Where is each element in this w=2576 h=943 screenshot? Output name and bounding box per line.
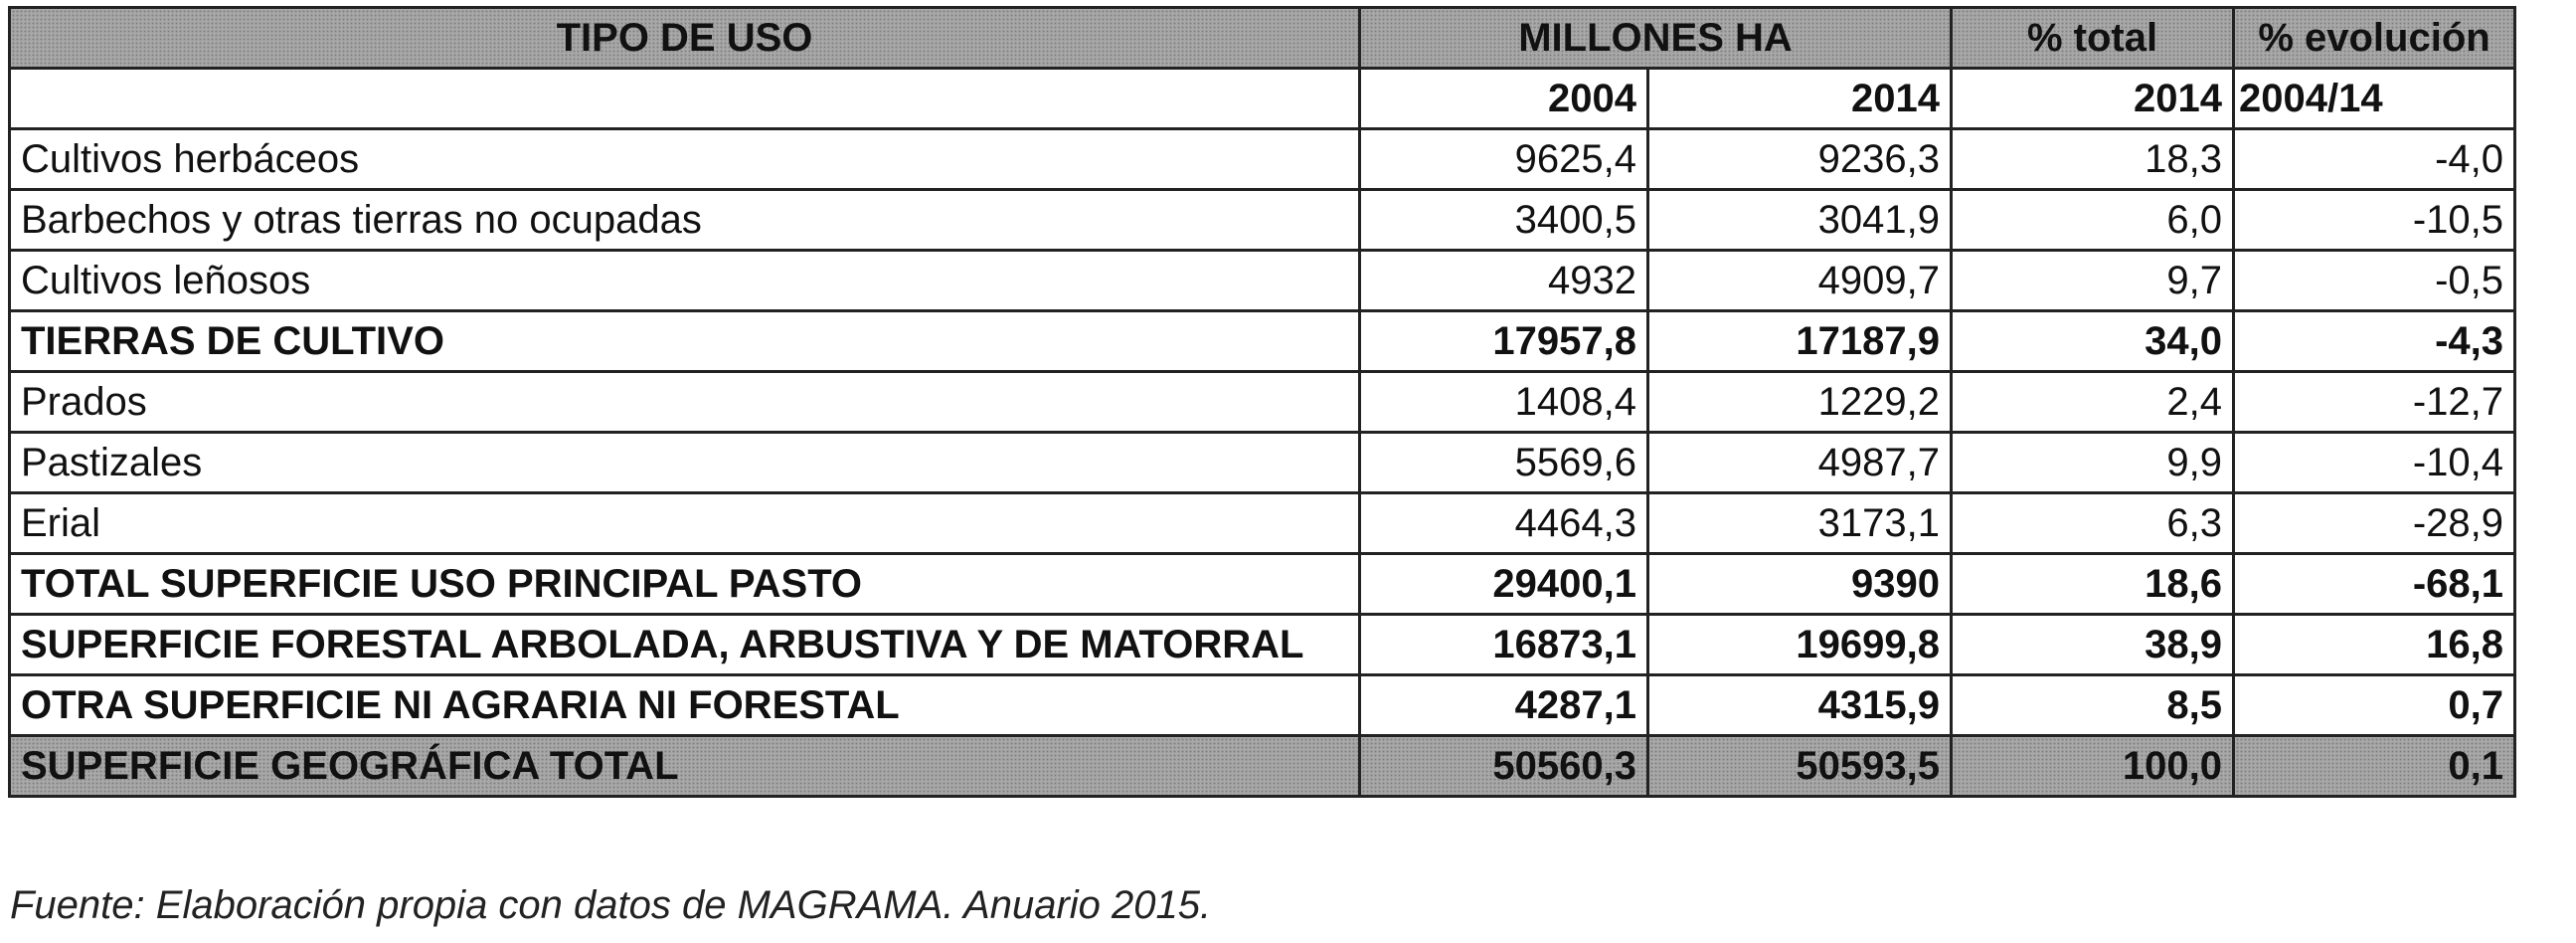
land-use-table — [8, 6, 2516, 798]
subheader-year-2004: 2004 — [1360, 69, 1648, 129]
row-pct-evolucion: -4,3 — [2234, 311, 2515, 372]
row-value-2014: 9236,3 — [1648, 129, 1952, 190]
row-pct-evolucion: 16,8 — [2234, 615, 2515, 675]
row-value-2014: 4909,7 — [1648, 251, 1952, 311]
row-value-2004: 9625,4 — [1360, 129, 1648, 190]
subheader-evol-period: 2004/14 — [2234, 69, 2515, 129]
row-pct-total: 8,5 — [1952, 675, 2234, 736]
row-pct-total: 38,9 — [1952, 615, 2234, 675]
table-header-row — [10, 8, 2515, 69]
header-pct-total: % total — [1952, 8, 2234, 69]
row-pct-total: 18,3 — [1952, 129, 2234, 190]
table-row — [10, 251, 2515, 311]
row-value-2014: 3173,1 — [1648, 493, 1952, 554]
subheader-pct-year: 2014 — [1952, 69, 2234, 129]
header-pct-evolucion: % evolución — [2234, 8, 2515, 69]
table-row — [10, 190, 2515, 251]
row-pct-total: 9,7 — [1952, 251, 2234, 311]
row-value-2004: 4287,1 — [1360, 675, 1648, 736]
row-label: Cultivos herbáceos — [10, 129, 1360, 190]
table-row — [10, 493, 2515, 554]
table-row — [10, 615, 2515, 675]
row-pct-evolucion: -10,5 — [2234, 190, 2515, 251]
row-label: Prados — [10, 372, 1360, 433]
header-millones-ha: MILLONES HA — [1360, 8, 1952, 69]
table-row — [10, 675, 2515, 736]
row-value-2004: 17957,8 — [1360, 311, 1648, 372]
row-pct-total: 18,6 — [1952, 554, 2234, 615]
row-label: Barbechos y otras tierras no ocupadas — [10, 190, 1360, 251]
row-pct-evolucion: -10,4 — [2234, 433, 2515, 493]
row-value-2014: 9390 — [1648, 554, 1952, 615]
subheader-empty-cell — [10, 69, 1360, 129]
row-value-2014: 3041,9 — [1648, 190, 1952, 251]
row-pct-total: 9,9 — [1952, 433, 2234, 493]
row-pct-total: 6,0 — [1952, 190, 2234, 251]
row-value-2014: 4315,9 — [1648, 675, 1952, 736]
total-pct-evolucion: 0,1 — [2234, 736, 2515, 797]
row-label: Erial — [10, 493, 1360, 554]
table-row — [10, 129, 2515, 190]
row-value-2014: 17187,9 — [1648, 311, 1952, 372]
row-pct-evolucion: -0,5 — [2234, 251, 2515, 311]
row-label: Pastizales — [10, 433, 1360, 493]
table-row — [10, 433, 2515, 493]
table-subheader-row — [10, 69, 2515, 129]
row-value-2014: 1229,2 — [1648, 372, 1952, 433]
total-value-2004: 50560,3 — [1360, 736, 1648, 797]
row-pct-total: 34,0 — [1952, 311, 2234, 372]
row-pct-total: 6,3 — [1952, 493, 2234, 554]
header-tipo-de-uso: TIPO DE USO — [10, 8, 1360, 69]
row-pct-evolucion: 0,7 — [2234, 675, 2515, 736]
row-value-2004: 1408,4 — [1360, 372, 1648, 433]
row-value-2014: 4987,7 — [1648, 433, 1952, 493]
row-label: Cultivos leñosos — [10, 251, 1360, 311]
table-row — [10, 554, 2515, 615]
row-value-2004: 3400,5 — [1360, 190, 1648, 251]
row-pct-evolucion: -12,7 — [2234, 372, 2515, 433]
row-value-2004: 29400,1 — [1360, 554, 1648, 615]
row-pct-evolucion: -68,1 — [2234, 554, 2515, 615]
row-pct-total: 2,4 — [1952, 372, 2234, 433]
row-label: TOTAL SUPERFICIE USO PRINCIPAL PASTO — [10, 554, 1360, 615]
row-label: SUPERFICIE FORESTAL ARBOLADA, ARBUSTIVA Y DE MATORRAL — [10, 615, 1360, 675]
subheader-year-2014: 2014 — [1648, 69, 1952, 129]
source-note: Fuente: Elaboración propia con datos de MAGRAMA. Anuario 2015. — [10, 883, 1212, 927]
row-value-2004: 4932 — [1360, 251, 1648, 311]
table-row — [10, 311, 2515, 372]
row-label: OTRA SUPERFICIE NI AGRARIA NI FORESTAL — [10, 675, 1360, 736]
land-use-table-container — [8, 6, 2516, 798]
total-pct-total: 100,0 — [1952, 736, 2234, 797]
row-pct-evolucion: -4,0 — [2234, 129, 2515, 190]
table-total-row — [10, 736, 2515, 797]
row-pct-evolucion: -28,9 — [2234, 493, 2515, 554]
row-label: TIERRAS DE CULTIVO — [10, 311, 1360, 372]
table-row — [10, 372, 2515, 433]
row-value-2004: 4464,3 — [1360, 493, 1648, 554]
total-label: SUPERFICIE GEOGRÁFICA TOTAL — [10, 736, 1360, 797]
row-value-2014: 19699,8 — [1648, 615, 1952, 675]
row-value-2004: 16873,1 — [1360, 615, 1648, 675]
total-value-2014: 50593,5 — [1648, 736, 1952, 797]
row-value-2004: 5569,6 — [1360, 433, 1648, 493]
